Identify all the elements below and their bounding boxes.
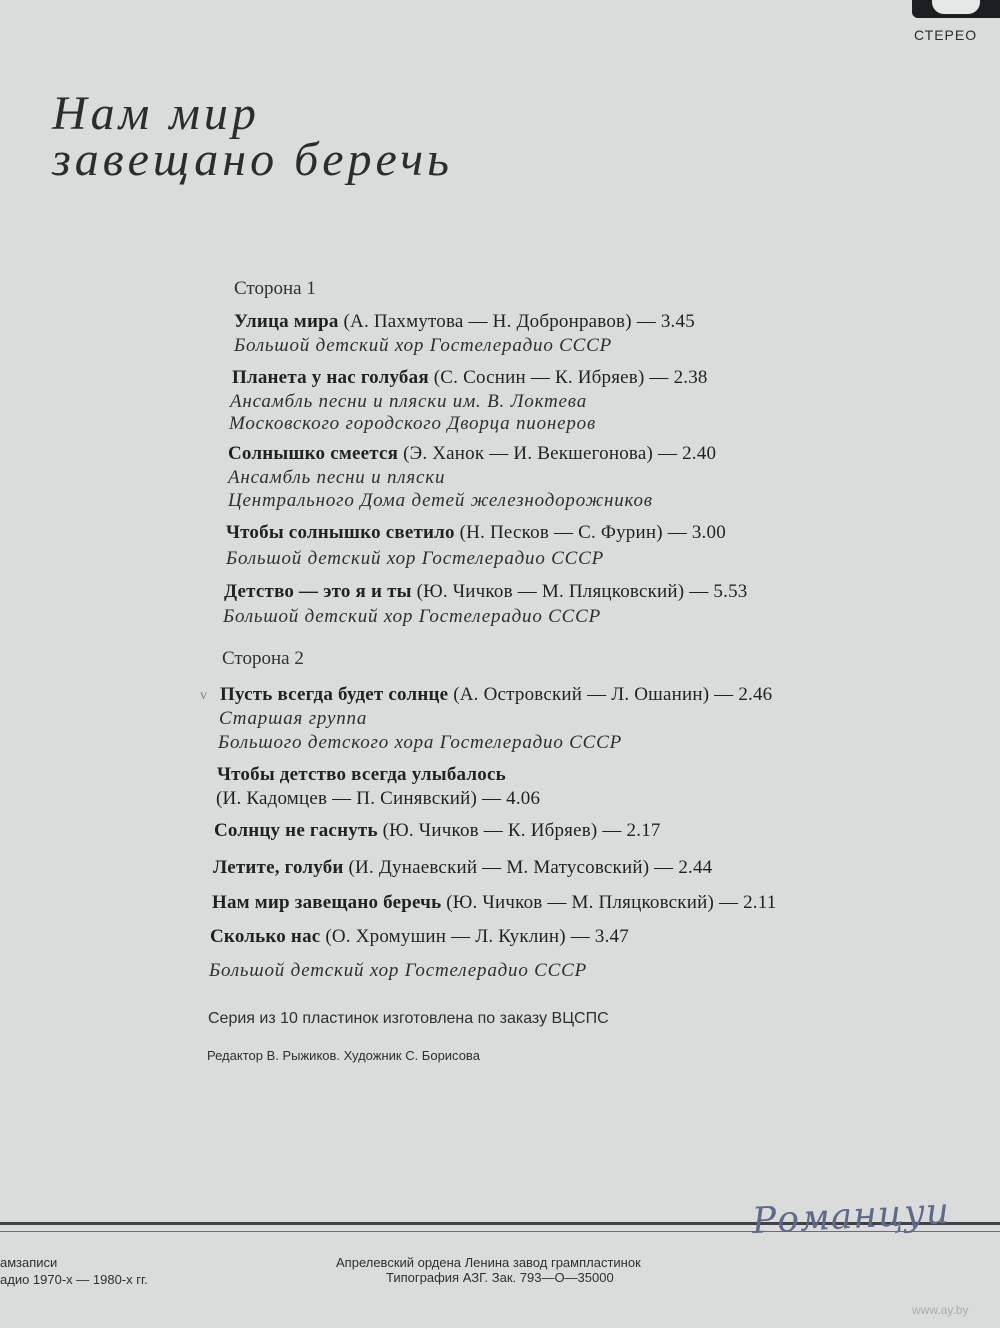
track-list-item: [234, 311, 695, 333]
track-list-item: [232, 367, 708, 389]
track-credits: (О. Хромушин — Л. Куклин) — 3.47: [325, 926, 629, 947]
track-list-item: [214, 820, 661, 842]
album-title-line-2: завещано беречь: [52, 133, 453, 186]
track-performer: Ансамбль песни и пляски им. В. Локтева: [230, 391, 587, 412]
track-credits: (И. Кадомцев — П. Синявский) — 4.06: [216, 788, 541, 809]
track-performer: Большой детский хор Гостелерадио СССР: [209, 960, 588, 981]
track-title: Солнышко смеется: [228, 443, 399, 464]
track-list-item: [220, 684, 772, 706]
track-performer: Центрального Дома детей железнодорожников: [228, 490, 653, 511]
track-list-item: [217, 764, 506, 786]
footer-left-line-1: амзаписи: [0, 1255, 58, 1270]
track-performer: Большой детский хор Гостелерадио СССР: [234, 335, 613, 356]
side-2-label: Сторона 2: [222, 648, 304, 669]
track-list-item: [210, 926, 629, 948]
track-credits: (А. Островский — Л. Ошанин) — 2.46: [453, 684, 773, 705]
track-title: Нам мир завещано беречь: [212, 892, 442, 913]
track-credits: (А. Пахмутова — Н. Добронравов) — 3.45: [343, 311, 695, 332]
track-title: Пусть всегда будет солнце: [220, 684, 449, 705]
handwritten-signature: Романцуи: [751, 1190, 952, 1243]
watermark: www.ay.by: [912, 1303, 969, 1317]
track-credits: (Ю. Чичков — М. Пляцковский) — 5.53: [416, 581, 748, 602]
track-performer: Московского городского Дворца пионеров: [229, 413, 597, 434]
track-title: Планета у нас голубая: [232, 367, 429, 388]
track-list-item: [213, 857, 712, 879]
track-title: Летите, голуби: [213, 857, 344, 878]
track-performer: Ансамбль песни и пляски: [228, 467, 446, 488]
track-title: Чтобы солнышко светило: [226, 522, 455, 543]
footer-center-line-2: Типография АЗГ. Зак. 793—О—35000: [386, 1270, 614, 1285]
side-1-label: Сторона 1: [234, 278, 316, 299]
track-list-item: [228, 443, 716, 465]
track-title: Сколько нас: [210, 926, 321, 947]
track-title: Улица мира: [234, 311, 339, 332]
track-credits: (Ю. Чичков — К. Ибряев) — 2.17: [382, 820, 661, 841]
track-credits: (И. Дунаевский — М. Матусовский) — 2.44: [348, 857, 713, 878]
track-credits: (С. Соснин — К. Ибряев) — 2.38: [433, 367, 708, 388]
track-list-item: [224, 581, 747, 603]
track-title: Детство — это я и ты: [224, 581, 412, 602]
track-performer: Большой детский хор Гостелерадио СССР: [223, 606, 602, 627]
album-title-line-1: Нам мир: [52, 87, 260, 140]
track-credits: (Н. Песков — С. Фурин) — 3.00: [459, 522, 726, 543]
track-performer: Большого детского хора Гостелерадио СССР: [218, 732, 623, 753]
check-mark: v: [200, 688, 207, 703]
track-performer: Старшая группа: [219, 708, 368, 729]
track-title: Солнцу не гаснуть: [214, 820, 378, 841]
track-title: Чтобы детство всегда улыбалось: [217, 764, 506, 785]
track-list-item: [226, 522, 726, 544]
melodiya-logo-icon: [912, 0, 1000, 18]
footer-center-line-1: Апрелевский ордена Ленина завод грампластинок: [336, 1255, 641, 1270]
track-list-item: [212, 892, 776, 914]
footer-left-line-2: адио 1970-х — 1980-х гг.: [0, 1272, 148, 1287]
stereo-label: СТЕРЕО: [914, 27, 978, 43]
track-credits: (Ю. Чичков — М. Пляцковский) — 2.11: [446, 892, 777, 913]
track-credits: (Э. Ханок — И. Векшегонова) — 2.40: [403, 443, 717, 464]
series-note: Серия из 10 пластинок изготовлена по заказу ВЦСПС: [208, 1010, 609, 1027]
editor-note: Редактор В. Рыжиков. Художник С. Борисова: [207, 1048, 480, 1063]
track-performer: Большой детский хор Гостелерадио СССР: [226, 548, 605, 569]
